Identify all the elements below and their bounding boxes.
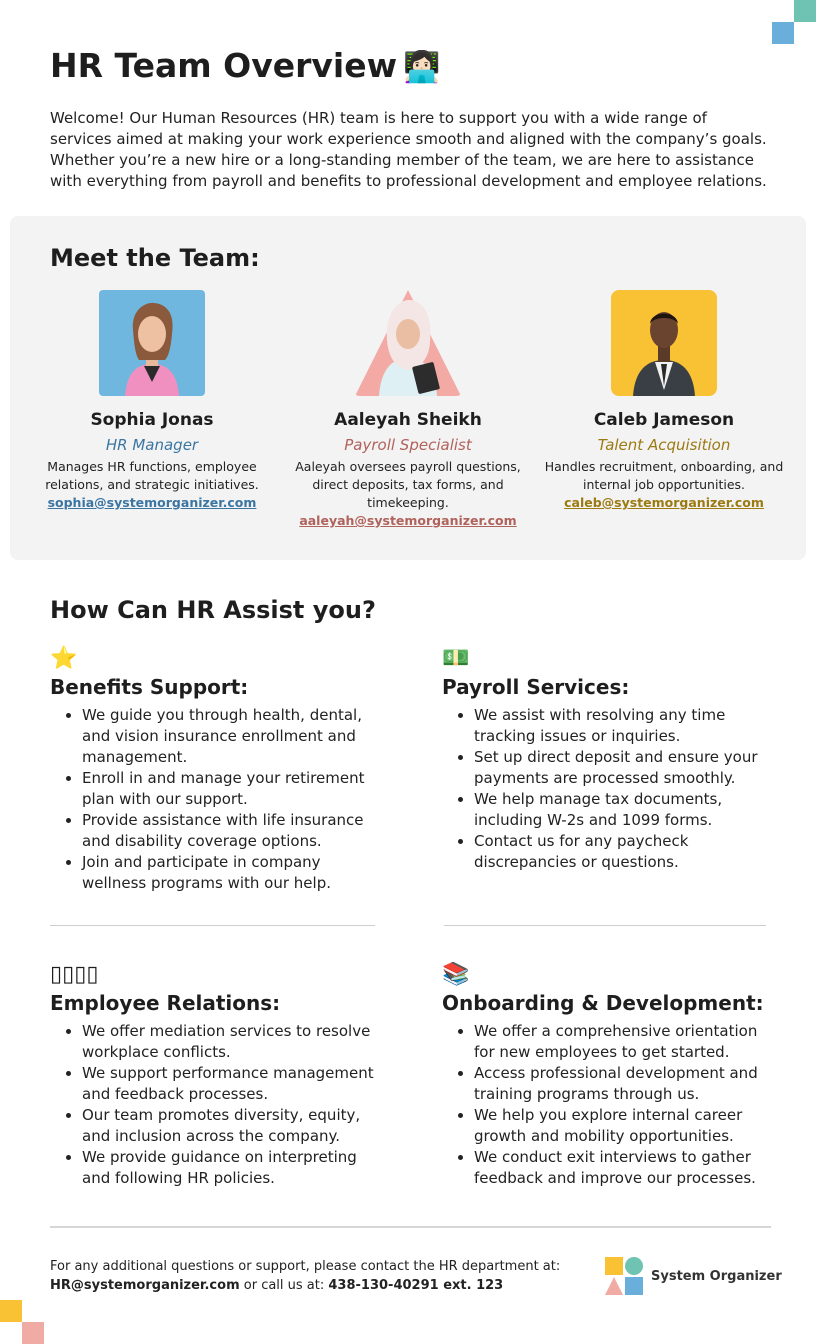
team-member-card xyxy=(544,290,784,510)
list-item: • We help manage tax documents, including W-2s and 1099 forms. xyxy=(474,789,772,831)
list-item: • Join and participate in company wellness programs with our help. xyxy=(82,852,380,894)
decor-square-teal xyxy=(794,0,816,22)
footer-call-text: or call us at: xyxy=(239,1278,329,1293)
decor-square-pink xyxy=(22,1322,44,1344)
member-description: Manages HR functions, employee relations, and strategic initiatives. xyxy=(45,459,259,492)
service-list xyxy=(50,1021,380,1189)
team-panel xyxy=(10,216,806,560)
service-title: Benefits Support: xyxy=(50,675,249,699)
footer-phone: 438-130-40291 ext. 123 xyxy=(328,1278,504,1293)
service-list xyxy=(50,705,380,894)
intro-paragraph: Welcome! Our Human Resources (HR) team is here to support you with a wide range of services aimed at making your work experience smooth and aligned with the company’s goals. Whether you’re a new hire or a long-standing member of the team, we are here to assistance with everything from payroll and benefits to professional development and employee relations. xyxy=(50,109,767,190)
divider xyxy=(50,925,375,926)
service-title: Onboarding & Development: xyxy=(442,991,764,1015)
list-item: • We conduct exit interviews to gather feedback and improve our processes. xyxy=(474,1147,772,1189)
list-item: • Access professional development and training programs through us. xyxy=(474,1063,772,1105)
brand-name: System Organizer xyxy=(651,1268,782,1284)
member-description: Aaleyah oversees payroll questions, direct deposits, tax forms, and timekeeping. xyxy=(295,459,521,510)
page-title xyxy=(50,46,440,85)
technologist-icon: 👩🏻‍💻 xyxy=(403,50,441,85)
member-name: Aaleyah Sheikh xyxy=(334,410,482,430)
page-title-text: HR Team Overview xyxy=(50,46,398,85)
member-role: Talent Acquisition xyxy=(597,436,731,454)
list-item: • We offer a comprehensive orientation for new employees to get started. xyxy=(474,1021,772,1063)
team-member-card xyxy=(32,290,272,510)
member-description: Handles recruitment, onboarding, and internal job opportunities. xyxy=(544,459,784,492)
member-role: Payroll Specialist xyxy=(344,436,472,454)
member-email-link[interactable]: caleb@systemorganizer.com xyxy=(564,495,764,510)
brand-logo xyxy=(605,1257,782,1295)
member-name: Caleb Jameson xyxy=(593,410,735,430)
member-email-link[interactable]: aaleyah@systemorganizer.com xyxy=(299,513,517,528)
service-title: Employee Relations: xyxy=(50,991,281,1015)
service-title: Payroll Services: xyxy=(442,675,630,699)
missing-glyph-icon: ▯▯▯▯ xyxy=(50,962,99,987)
avatar-caleb xyxy=(611,290,717,396)
service-payroll xyxy=(442,645,772,873)
list-item: • We provide guidance on interpreting and following HR policies. xyxy=(82,1147,380,1189)
team-member-card xyxy=(288,290,528,528)
list-item: • We support performance management and feedback processes. xyxy=(82,1063,380,1105)
footer-line-2 xyxy=(50,1276,560,1295)
service-employee-relations xyxy=(50,961,380,1189)
footer-line: For any additional questions or support, please contact the HR department at: xyxy=(50,1259,561,1274)
list-item: • Enroll in and manage your retirement plan with our support. xyxy=(82,768,380,810)
member-email-link[interactable]: sophia@systemorganizer.com xyxy=(47,495,257,510)
star-icon: ⭐ xyxy=(50,646,78,671)
service-list xyxy=(442,705,772,873)
divider xyxy=(444,925,766,926)
team-title: Meet the Team: xyxy=(50,244,260,272)
system-organizer-logo-icon xyxy=(605,1257,643,1295)
list-item: • Our team promotes diversity, equity, and inclusion across the company. xyxy=(82,1105,380,1147)
avatar-sophia xyxy=(99,290,205,396)
service-onboarding xyxy=(442,961,772,1189)
avatar-aaleyah xyxy=(355,290,461,396)
service-benefits xyxy=(50,645,380,894)
decor-square-blue xyxy=(772,22,794,44)
service-list xyxy=(442,1021,772,1189)
decor-square-yellow xyxy=(0,1300,22,1322)
dollar-bill-icon: 💵 xyxy=(442,646,470,671)
list-item: • We offer mediation services to resolve workplace conflicts. xyxy=(82,1021,380,1063)
list-item: • We guide you through health, dental, and vision insurance enrollment and management. xyxy=(82,705,380,768)
footer-email-link[interactable]: HR@systemorganizer.com xyxy=(50,1278,240,1293)
member-role: HR Manager xyxy=(105,436,199,454)
footer-contact xyxy=(50,1257,560,1295)
list-item: • We assist with resolving any time tracking issues or inquiries. xyxy=(474,705,772,747)
footer-divider xyxy=(50,1226,771,1228)
list-item: • We help you explore internal career growth and mobility opportunities. xyxy=(474,1105,772,1147)
list-item: • Provide assistance with life insurance and disability coverage options. xyxy=(82,810,380,852)
list-item: • Set up direct deposit and ensure your payments are processed smoothly. xyxy=(474,747,772,789)
member-name: Sophia Jonas xyxy=(90,410,214,430)
assist-title: How Can HR Assist you? xyxy=(50,596,376,624)
list-item: • Contact us for any paycheck discrepancies or questions. xyxy=(474,831,772,873)
books-icon: 📚 xyxy=(442,962,470,987)
